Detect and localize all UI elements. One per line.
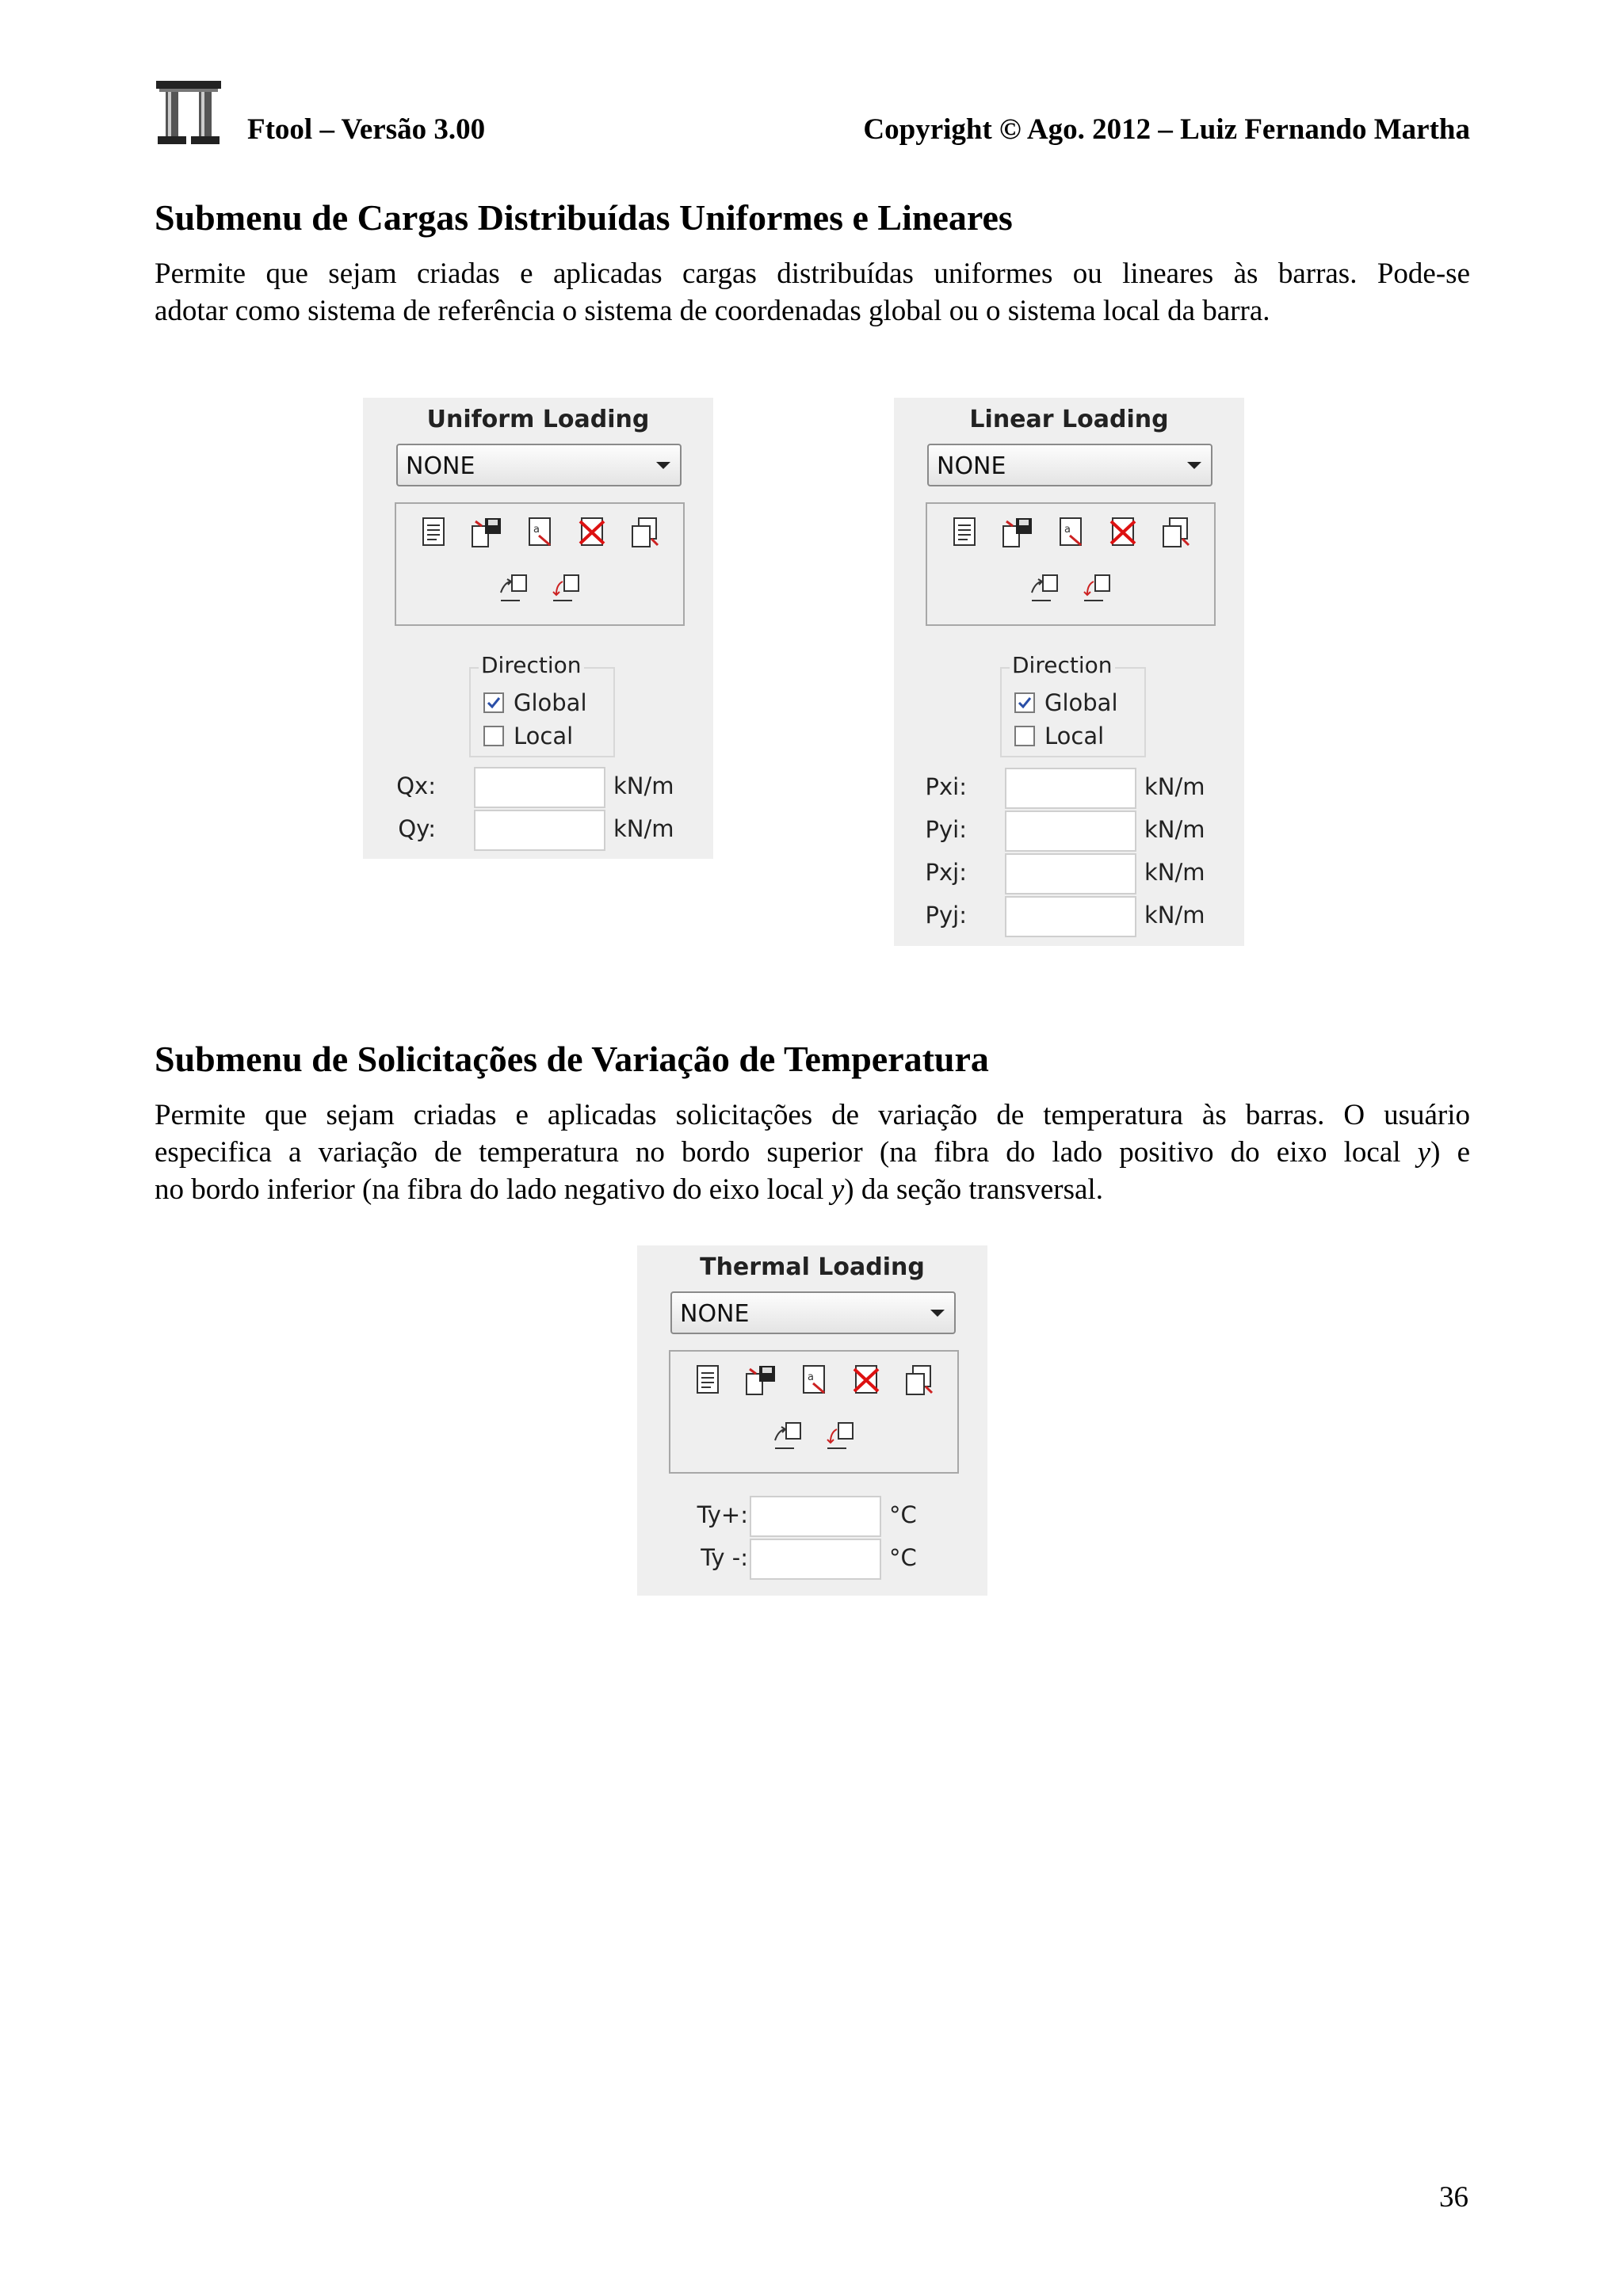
ty-minus-input[interactable]: [750, 1539, 881, 1580]
text-run: ) e: [1430, 1136, 1470, 1169]
chevron-down-icon[interactable]: [656, 462, 670, 469]
pyj-input[interactable]: [1005, 896, 1136, 937]
new-load-icon[interactable]: [691, 1363, 726, 1398]
dropdown-value: NONE: [937, 452, 1006, 480]
page-header: [155, 79, 1470, 151]
ty-plus-label: Ty+:: [697, 1501, 748, 1528]
section-paragraph-temperature: [155, 1097, 1470, 1208]
delete-load-icon[interactable]: [850, 1363, 884, 1398]
rename-load-icon[interactable]: [797, 1363, 832, 1398]
save-load-icon[interactable]: [469, 515, 504, 550]
qx-unit: kN/m: [613, 772, 674, 799]
save-load-icon[interactable]: [743, 1363, 778, 1398]
paragraph-line: [155, 1134, 1470, 1171]
local-checkbox[interactable]: [1014, 726, 1035, 746]
remove-load-icon[interactable]: [1079, 572, 1114, 607]
chevron-down-icon[interactable]: [930, 1310, 945, 1317]
ty-plus-unit: °C: [889, 1501, 917, 1528]
qy-unit: kN/m: [613, 815, 674, 842]
apply-load-icon[interactable]: [770, 1420, 805, 1455]
panel-title: Uniform Loading: [426, 406, 650, 433]
remove-load-icon[interactable]: [548, 572, 583, 607]
copy-load-icon[interactable]: [902, 1363, 937, 1398]
pxi-unit: kN/m: [1144, 773, 1205, 800]
local-label: Local: [514, 723, 574, 749]
qx-label: Qx:: [396, 772, 436, 799]
pyi-unit: kN/m: [1144, 816, 1205, 843]
rename-load-icon[interactable]: [523, 515, 558, 550]
pyj-label: Pyj:: [925, 902, 967, 929]
global-checkbox[interactable]: [483, 692, 504, 713]
global-label: Global: [1044, 689, 1118, 716]
pxj-label: Pxj:: [925, 859, 967, 886]
uniform-loading-panel: [363, 398, 713, 859]
paragraph-line: [155, 1171, 1470, 1208]
ty-minus-unit: °C: [889, 1544, 917, 1571]
section-paragraph-distributed-loads: [155, 255, 1470, 330]
apply-load-icon[interactable]: [496, 572, 531, 607]
page-number: 36: [1439, 2181, 1468, 2214]
text-run: especifica a variação de temperatura no bordo superior (na fibra do lado positivo do eixo local: [155, 1136, 1418, 1169]
svg-text:a: a: [808, 1371, 814, 1383]
apply-load-icon[interactable]: [1027, 572, 1062, 607]
dropdown-value: NONE: [406, 452, 475, 480]
thermal-loading-panel: [637, 1245, 987, 1596]
qy-label: Qy:: [398, 815, 436, 842]
header-copyright: Copyright © Ago. 2012 – Luiz Fernando Martha: [863, 113, 1470, 146]
pxj-input[interactable]: [1005, 853, 1136, 894]
linear-loading-panel: [894, 398, 1244, 946]
global-label: Global: [514, 689, 587, 716]
panel-title: Thermal Loading: [700, 1253, 925, 1281]
load-toolbox: [926, 502, 1216, 626]
new-load-icon[interactable]: [417, 515, 452, 550]
rename-load-icon[interactable]: [1054, 515, 1089, 550]
text-run: ) da seção transversal.: [844, 1173, 1103, 1206]
paragraph-line: Permite que sejam criadas e aplicadas cargas distribuídas uniformes ou lineares às barras. Pode-se: [155, 257, 1470, 290]
checkmark-icon: [1017, 695, 1033, 711]
copy-load-icon[interactable]: [1159, 515, 1193, 550]
dropdown-value: NONE: [680, 1300, 750, 1328]
paragraph-line: Permite que sejam criadas e aplicadas solicitações de variação de temperatura às barras. O usuário: [155, 1099, 1470, 1131]
section-title-temperature: Submenu de Solicitações de Variação de Temperatura: [155, 1039, 989, 1079]
pyj-unit: kN/m: [1144, 902, 1205, 929]
pxi-label: Pxi:: [925, 773, 967, 800]
paragraph-line: adotar como sistema de referência o sistema de coordenadas global ou o sistema local da barra.: [155, 295, 1270, 327]
text-run: no bordo inferior (na fibra do lado negativo do eixo local: [155, 1173, 831, 1206]
ftool-logo-icon: [155, 79, 223, 147]
ty-plus-input[interactable]: [750, 1496, 881, 1537]
variable-y: y: [1417, 1136, 1431, 1169]
qy-input[interactable]: [474, 810, 605, 851]
local-checkbox[interactable]: [483, 726, 504, 746]
load-toolbox: [669, 1350, 959, 1474]
chevron-down-icon[interactable]: [1187, 462, 1201, 469]
load-toolbox: [395, 502, 685, 626]
ty-minus-label: Ty -:: [701, 1544, 748, 1571]
pxi-input[interactable]: [1005, 768, 1136, 809]
direction-label: Direction: [479, 652, 584, 678]
header-app-version: Ftool – Versão 3.00: [247, 113, 486, 146]
section-title-distributed-loads: Submenu de Cargas Distribuídas Uniformes e Lineares: [155, 197, 1013, 238]
local-label: Local: [1044, 723, 1105, 749]
load-case-dropdown[interactable]: [927, 444, 1212, 486]
copy-load-icon[interactable]: [628, 515, 663, 550]
pyi-label: Pyi:: [925, 816, 967, 843]
load-case-dropdown[interactable]: [396, 444, 682, 486]
svg-text:a: a: [1064, 524, 1071, 536]
checkmark-icon: [486, 695, 502, 711]
pyi-input[interactable]: [1005, 810, 1136, 852]
new-load-icon[interactable]: [948, 515, 983, 550]
global-checkbox[interactable]: [1014, 692, 1035, 713]
load-case-dropdown[interactable]: [670, 1291, 956, 1334]
variable-y: y: [831, 1173, 845, 1206]
svg-text:a: a: [533, 524, 540, 536]
remove-load-icon[interactable]: [823, 1420, 857, 1455]
pxj-unit: kN/m: [1144, 859, 1205, 886]
save-load-icon[interactable]: [1000, 515, 1035, 550]
qx-input[interactable]: [474, 767, 605, 808]
delete-load-icon[interactable]: [1106, 515, 1141, 550]
delete-load-icon[interactable]: [575, 515, 610, 550]
direction-label: Direction: [1010, 652, 1115, 678]
panel-title: Linear Loading: [969, 406, 1169, 433]
